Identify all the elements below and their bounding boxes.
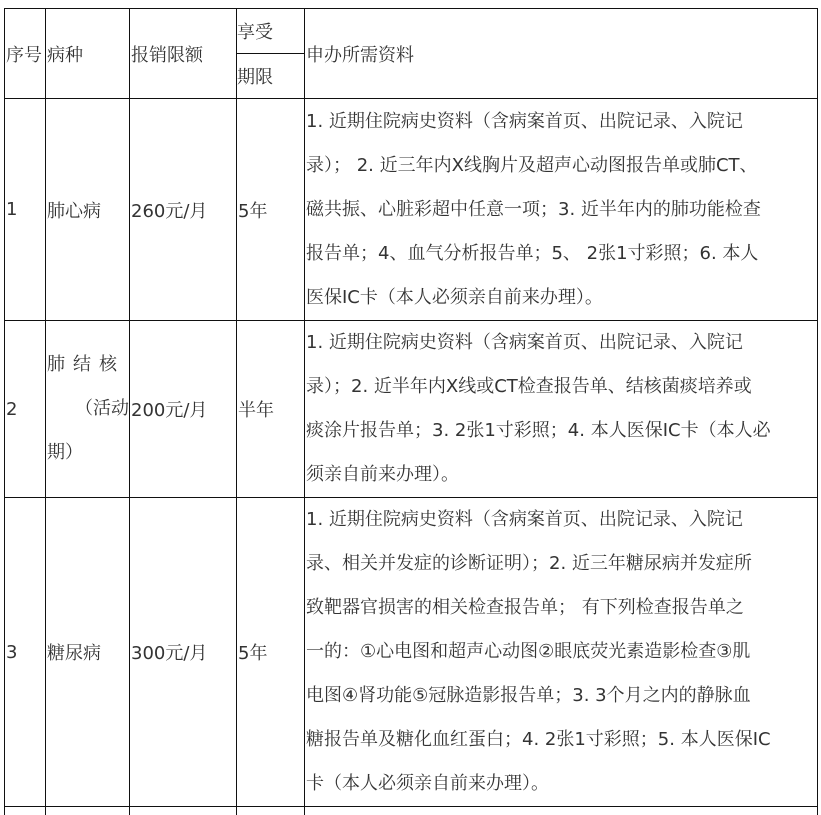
materials-line: 卡（本人必须亲自前来办理）。	[306, 762, 817, 806]
materials-line: 医保IC卡（本人必须亲自前来办理）。	[306, 276, 817, 320]
materials-line: 1. 近期住院病史资料（含病案首页、出院记录、入院记	[306, 321, 817, 365]
disease-line: 期）	[47, 431, 129, 475]
header-period-top: 享受	[237, 9, 305, 54]
table-row-partial	[5, 807, 818, 815]
cell-period: 5年	[237, 498, 305, 807]
materials-line: 1. 近期住院病史资料（含病案首页、出院记录、入院记	[306, 498, 817, 542]
cell-disease: 糖尿病	[46, 498, 130, 807]
cell-empty	[305, 807, 818, 815]
table-row	[5, 321, 818, 498]
cell-no: 3	[5, 498, 46, 807]
header-period-bottom: 期限	[237, 54, 305, 98]
table-row	[5, 498, 818, 807]
cell-period: 5年	[237, 99, 305, 321]
materials-line: 磁共振、心脏彩超中任意一项；3. 近半年内的肺功能检查	[306, 188, 817, 232]
medical-reimbursement-table	[4, 8, 818, 815]
header-no: 序号	[5, 9, 46, 99]
cell-no: 2	[5, 321, 46, 498]
materials-line: 1. 近期住院病史资料（含病案首页、出院记录、入院记	[306, 100, 817, 144]
cell-empty	[5, 807, 46, 815]
materials-line: 录）；2. 近半年内X线或CT检查报告单、结核菌痰培养或	[306, 365, 817, 409]
materials-line: 录、相关并发症的诊断证明）；2. 近三年糖尿病并发症所	[306, 542, 817, 586]
cell-materials	[305, 321, 818, 498]
cell-limit: 200元/月	[130, 321, 237, 498]
cell-no: 1	[5, 99, 46, 321]
header-limit: 报销限额	[130, 9, 237, 99]
header-period	[237, 9, 305, 99]
cell-materials	[305, 99, 818, 321]
header-materials: 申办所需资料	[305, 9, 818, 99]
materials-line: 报告单；4、血气分析报告单；5、 2张1寸彩照；6. 本人	[306, 232, 817, 276]
cell-empty	[237, 807, 305, 815]
materials-line: 须亲自前来办理）。	[306, 453, 817, 497]
header-row	[5, 9, 818, 99]
cell-period: 半年	[237, 321, 305, 498]
header-disease: 病种	[46, 9, 130, 99]
cell-disease	[46, 321, 130, 498]
cell-disease: 肺心病	[46, 99, 130, 321]
materials-line: 致靶器官损害的相关检查报告单； 有下列检查报告单之	[306, 586, 817, 630]
cell-materials	[305, 498, 818, 807]
table-row	[5, 99, 818, 321]
disease-line: 肺结核	[47, 343, 129, 387]
materials-line: 一的：①心电图和超声心动图②眼底荧光素造影检查③肌	[306, 630, 817, 674]
materials-line: 痰涂片报告单；3. 2张1寸彩照；4. 本人医保IC卡（本人必	[306, 409, 817, 453]
cell-empty	[130, 807, 237, 815]
materials-line: 糖报告单及糖化血红蛋白；4. 2张1寸彩照；5. 本人医保IC	[306, 718, 817, 762]
materials-line: 电图④肾功能⑤冠脉造影报告单；3. 3个月之内的静脉血	[306, 674, 817, 718]
cell-limit: 300元/月	[130, 498, 237, 807]
materials-line: 录）； 2. 近三年内X线胸片及超声心动图报告单或肺CT、	[306, 144, 817, 188]
disease-line: （活动	[47, 387, 129, 431]
cell-empty	[46, 807, 130, 815]
cell-limit: 260元/月	[130, 99, 237, 321]
